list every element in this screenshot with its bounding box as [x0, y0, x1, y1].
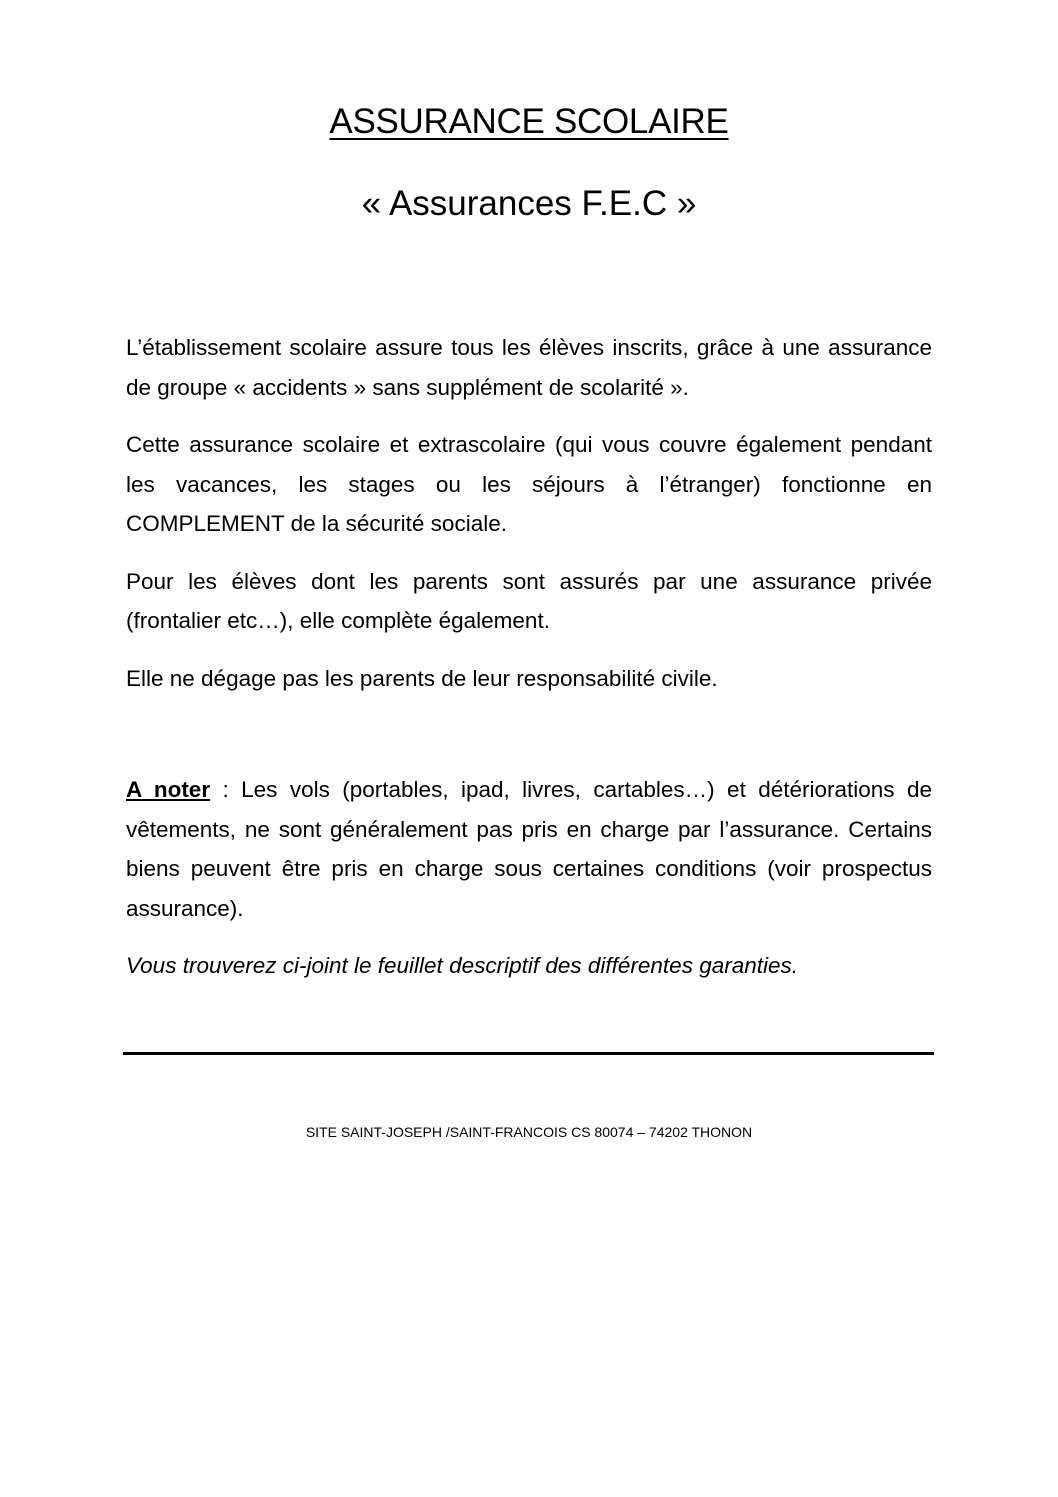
note-text: : Les vols (portables, ipad, livres, cartables…) et détériorations de vêtements, ne sont généralement pas pris en charge par l’assurance. Certains biens peuvent être pris en charge sous certaines conditions (voir prospectus assurance).	[126, 777, 932, 921]
note-paragraph	[126, 770, 932, 928]
paragraph-private-insurance: Pour les élèves dont les parents sont assurés par une assurance privée (frontalier etc…), elle complète également.	[126, 568, 932, 633]
document-title: ASSURANCE SCOLAIRE	[329, 102, 729, 141]
divider-line	[123, 1052, 934, 1055]
paragraph-civil-liability: Elle ne dégage pas les parents de leur responsabilité civile.	[126, 665, 718, 691]
paragraph-enrollment: L’établissement scolaire assure tous les élèves inscrits, grâce à une assurance de groupe « accidents » sans supplément de scolarité ».	[126, 335, 932, 400]
paragraph-coverage: Cette assurance scolaire et extrascolaire (qui vous couvre également pendant les vacances, les stages ou les séjours à l’étranger) fonctionne en COMPLEMENT de la sécurité sociale.	[126, 432, 932, 536]
closing-paragraph: Vous trouverez ci-joint le feuillet descriptif des différentes garanties.	[126, 953, 799, 978]
document-subtitle: « Assurances F.E.C »	[361, 184, 697, 223]
document-body	[126, 328, 932, 1004]
note-label: A noter	[126, 777, 211, 802]
footer-address: SITE SAINT-JOSEPH /SAINT-FRANCOIS CS 80074 – 74202 THONON	[305, 1124, 753, 1140]
